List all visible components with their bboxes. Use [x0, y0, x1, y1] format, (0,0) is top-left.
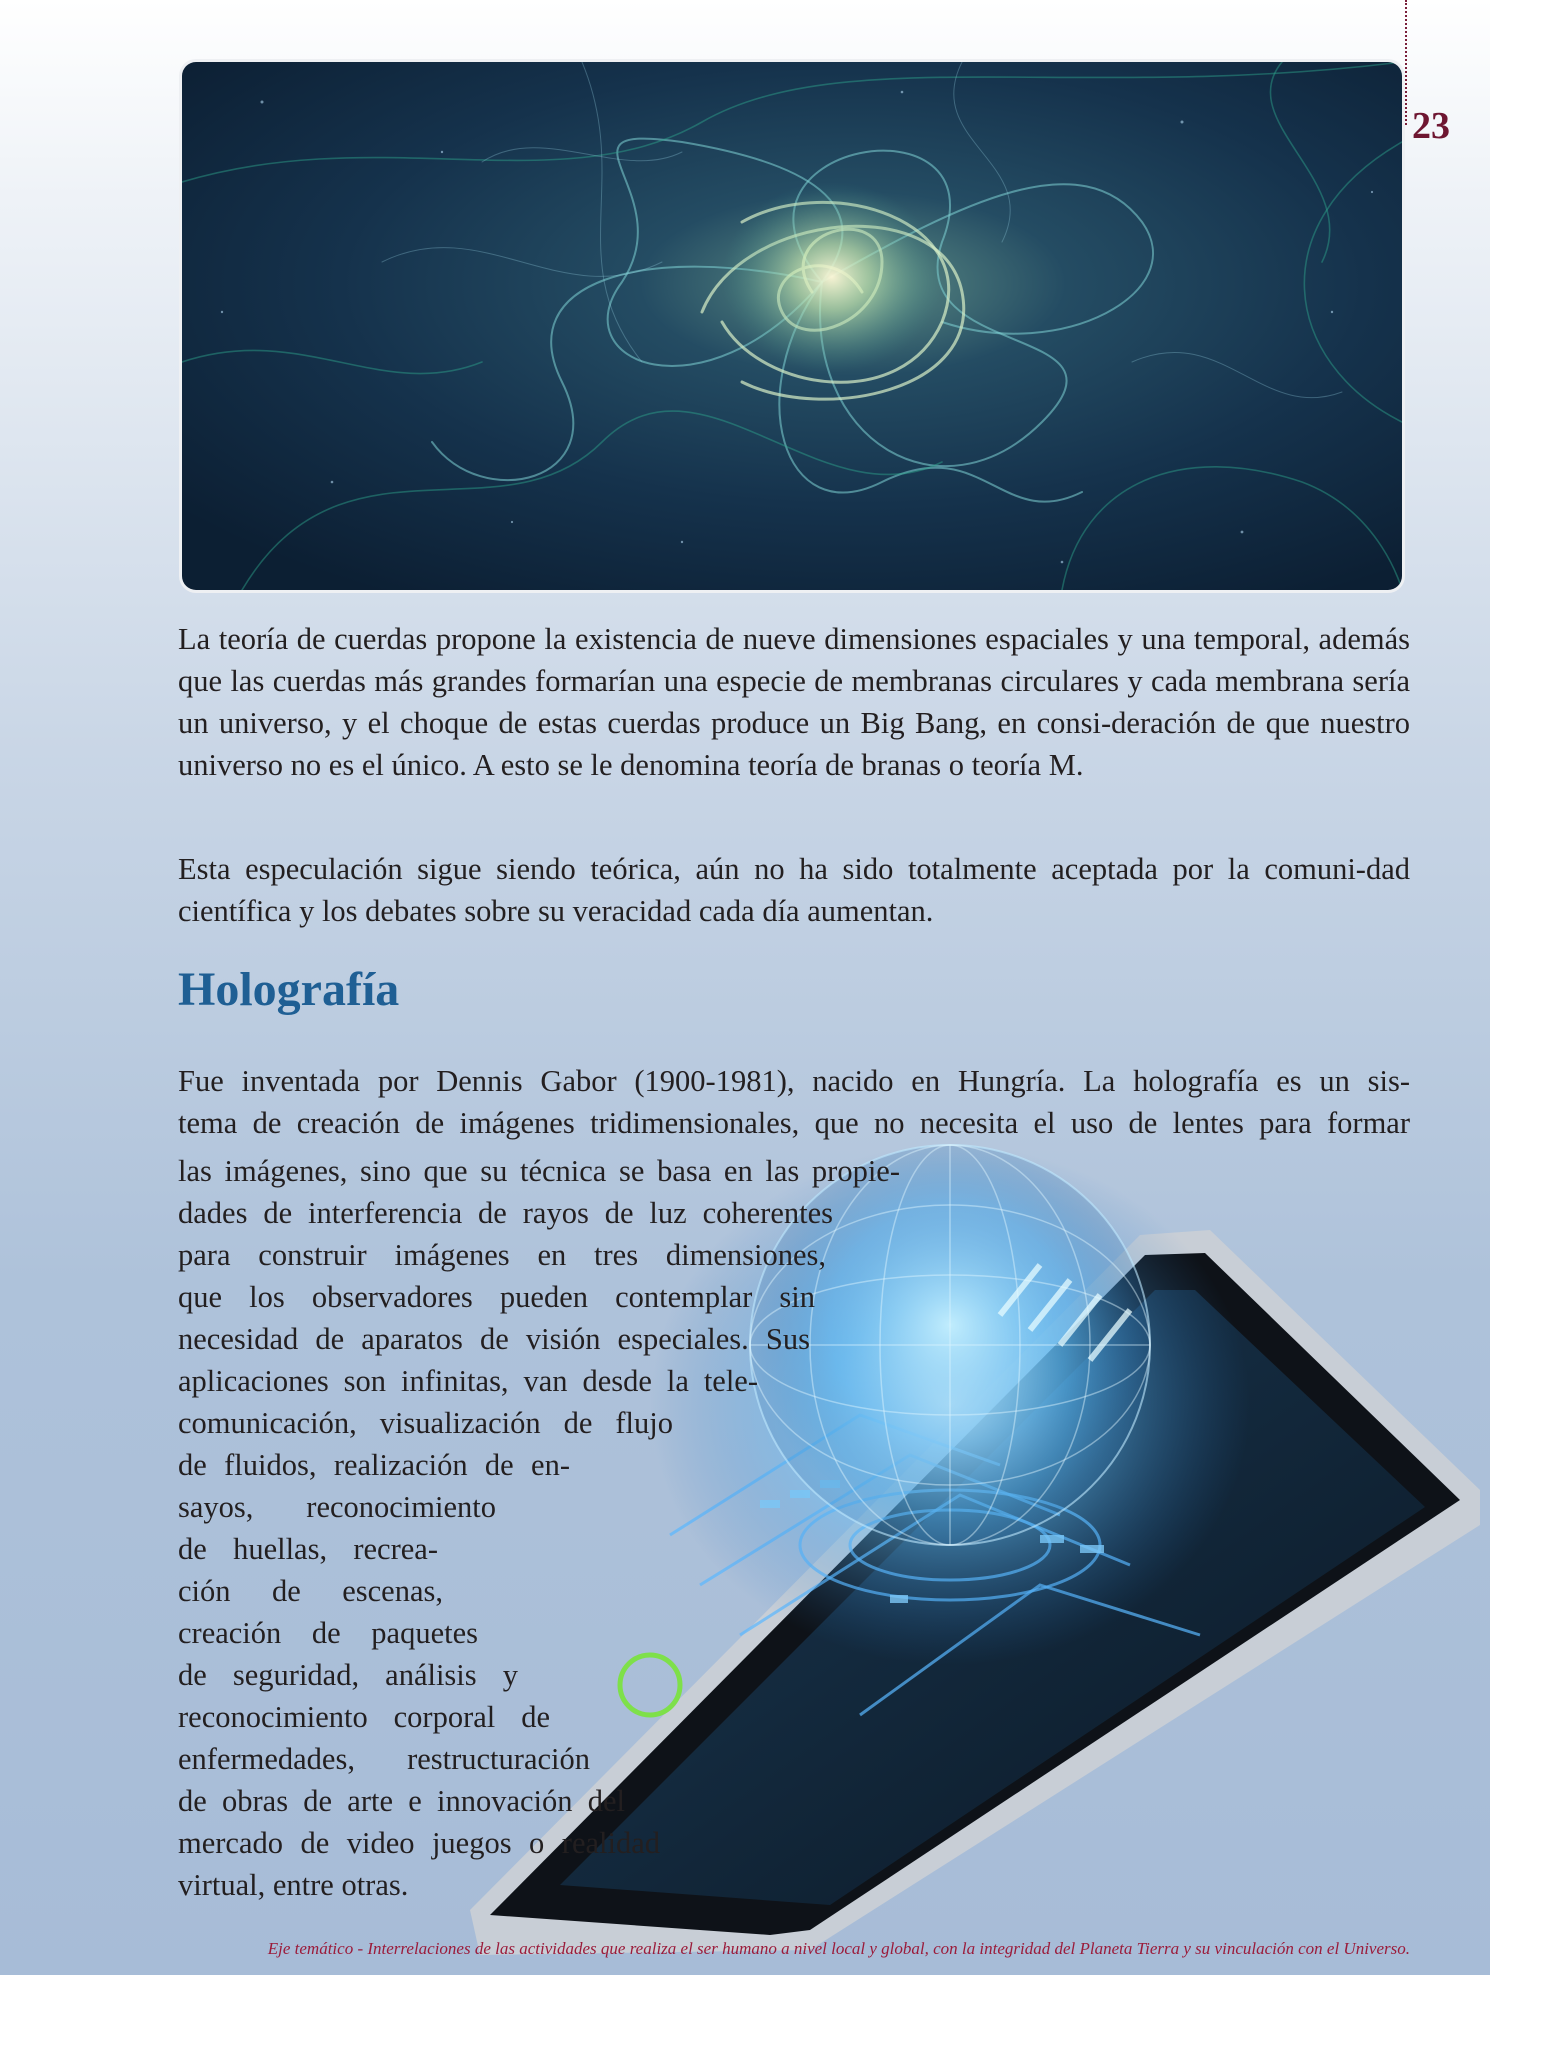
page-edge-dotted-line: [1405, 0, 1407, 125]
page-number: 23: [1412, 105, 1450, 147]
section-heading-holografia: Holografía: [178, 963, 400, 1016]
holography-line: comunicación, visualización de flujo: [178, 1406, 673, 1440]
holography-line: de huellas, recrea-: [178, 1532, 438, 1566]
paragraph-string-theory: La teoría de cuerdas propone la existencia de nueve dimensiones espaciales y una temporal, además que las cuerdas más grandes formarían una especie de membranas circulares y cada membrana sería un universo, y el choque de estas cuerdas produce un Big Bang, en consi-deración de que nuestro universo no es el único. A esto se le denomina teoría de branas o teoría M.: [178, 622, 1410, 782]
holography-line: dades de interferencia de rayos de luz coherentes: [178, 1196, 833, 1230]
holography-line: de seguridad, análisis y: [178, 1658, 518, 1692]
holography-line: aplicaciones son infinitas, van desde la tele-: [178, 1364, 758, 1398]
string-theory-illustration: [182, 62, 1402, 590]
holography-line: mercado de video juegos o realidad: [178, 1826, 660, 1860]
holography-line: de fluidos, realización de en-: [178, 1448, 570, 1482]
footer-thematic-axis: Eje temático - Interrelaciones de las actividades que realiza el ser humano a nivel local y global, con la integridad del Planeta Tierra y su vinculación con el Universo.: [267, 1939, 1410, 1958]
holography-line: las imágenes, sino que su técnica se basa en las propie-: [178, 1154, 900, 1188]
holography-line: creación de paquetes: [178, 1616, 478, 1650]
holography-line: reconocimiento corporal de: [178, 1700, 550, 1734]
paragraph-speculation: Esta especulación sigue siendo teórica, aún no ha sido totalmente aceptada por la comuni-dad científica y los debates sobre su veracidad cada día aumentan.: [178, 852, 1410, 928]
holography-line: que los observadores pueden contemplar sin: [178, 1280, 815, 1314]
holography-line: tema de creación de imágenes tridimensionales, que no necesita el uso de lentes para formar: [178, 1106, 1410, 1140]
holography-line: para construir imágenes en tres dimensiones,: [178, 1238, 826, 1272]
holography-line: de obras de arte e innovación del: [178, 1784, 625, 1818]
holography-line: virtual, entre otras.: [178, 1868, 409, 1902]
holography-line: ción de escenas,: [178, 1574, 443, 1608]
holography-line: Fue inventada por Dennis Gabor (1900-1981), nacido en Hungría. La holografía es un sis-: [178, 1064, 1410, 1098]
holography-line: sayos, reconocimiento: [178, 1490, 496, 1524]
holography-line: necesidad de aparatos de visión especiales. Sus: [178, 1322, 810, 1356]
holography-line: enfermedades, restructuración: [178, 1742, 590, 1776]
